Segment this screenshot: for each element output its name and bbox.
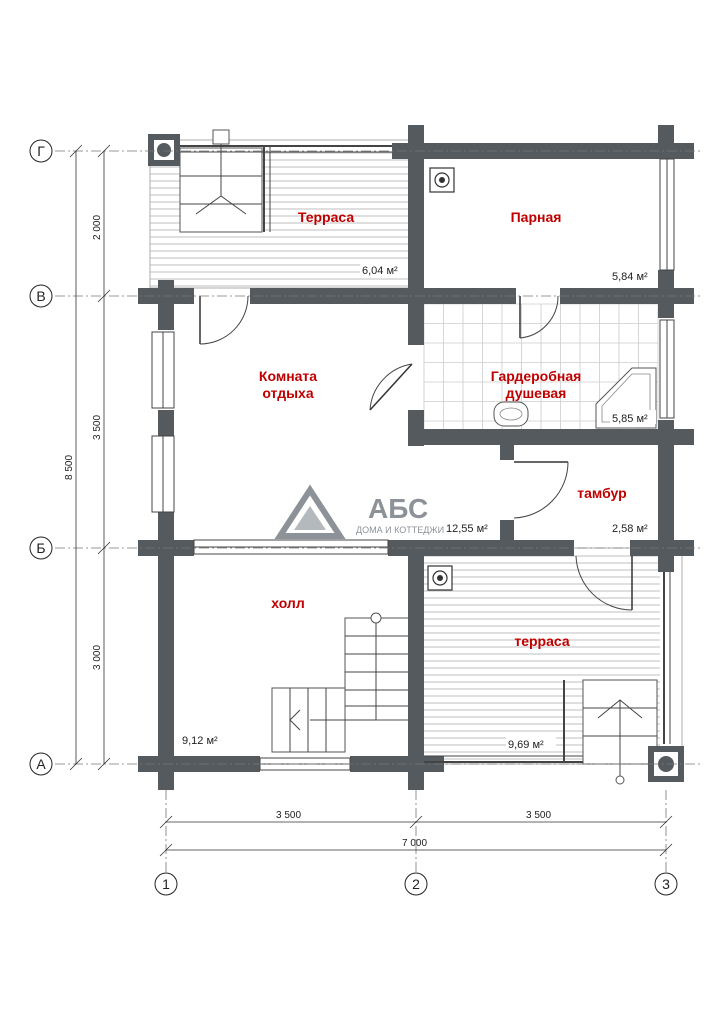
label-vestibule: тамбур bbox=[577, 485, 627, 501]
hall-stairs bbox=[272, 613, 409, 752]
label-rest-room-2: отдыха bbox=[262, 385, 314, 401]
dim-left-total: 8 500 bbox=[64, 454, 75, 480]
label-steam-room: Парная bbox=[510, 209, 562, 225]
area-wardrobe: 5,85 м² bbox=[612, 413, 648, 425]
dim-left-3500: 3 500 bbox=[92, 414, 103, 440]
area-steam-room: 5,84 м² bbox=[612, 271, 648, 283]
label-hall: холл bbox=[271, 595, 305, 611]
label-wardrobe-2: душевая bbox=[505, 385, 567, 401]
dim-bottom-3500-a: 3 500 bbox=[276, 810, 302, 821]
axis-row-v: В bbox=[36, 288, 46, 304]
dim-left-2000: 2 000 bbox=[92, 214, 103, 240]
dim-bottom-total: 7 000 bbox=[402, 838, 428, 849]
axis-col-1: 1 bbox=[162, 876, 170, 892]
area-terrace-bottom: 9,69 м² bbox=[508, 739, 544, 751]
axis-row-a: А bbox=[36, 756, 46, 772]
label-rest-room-1: Комната bbox=[258, 368, 318, 384]
axis-row-g: Г bbox=[37, 143, 45, 159]
area-vestibule: 2,58 м² bbox=[612, 523, 648, 535]
logo-subtitle: ДОМА И КОТТЕДЖИ bbox=[356, 525, 445, 535]
label-wardrobe-1: Гардеробная bbox=[490, 368, 582, 384]
axis-col-2: 2 bbox=[412, 876, 420, 892]
area-hall: 9,12 м² bbox=[182, 735, 218, 747]
axis-col-3: 3 bbox=[662, 876, 670, 892]
label-terrace-top: Терраса bbox=[297, 209, 355, 225]
label-terrace-bottom: терраса bbox=[514, 633, 570, 649]
logo-title: АБС bbox=[368, 493, 429, 524]
company-logo bbox=[280, 490, 444, 536]
area-terrace-top: 6,04 м² bbox=[362, 265, 398, 277]
area-rest-room: 12,55 м² bbox=[446, 523, 488, 535]
sink bbox=[494, 402, 528, 426]
dim-bottom-3500-b: 3 500 bbox=[526, 810, 552, 821]
stove-steam-room bbox=[430, 168, 454, 192]
axis-row-b: Б bbox=[36, 540, 46, 556]
dim-left-3000: 3 000 bbox=[92, 644, 103, 670]
bottom-terrace-stairs bbox=[583, 680, 657, 784]
stove-bottom-terrace bbox=[428, 566, 452, 590]
